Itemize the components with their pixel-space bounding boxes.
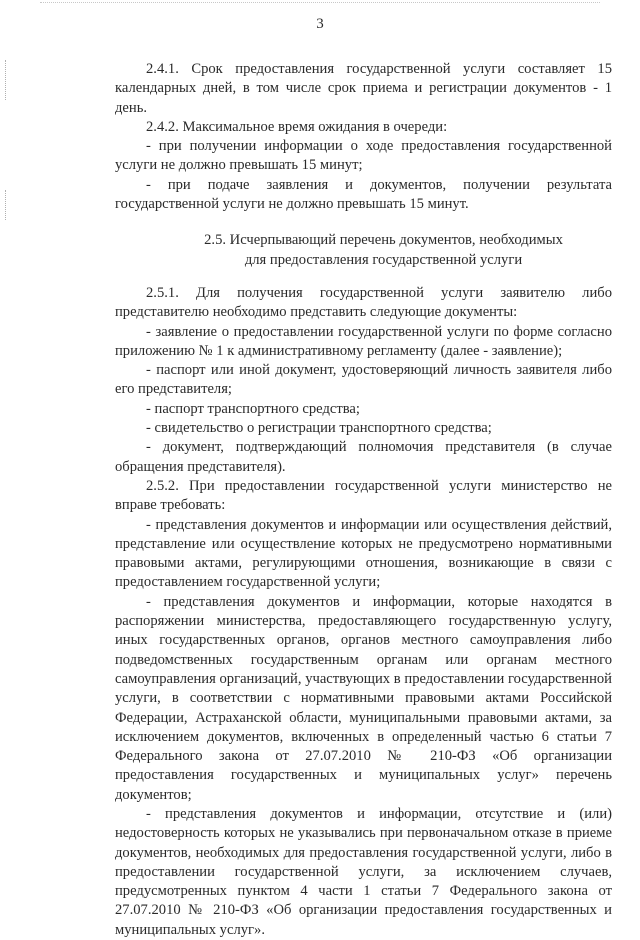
list-item: - паспорт или иной документ, удостоверяющий личность заявителя либо его представителя; (115, 362, 612, 398)
list-item: - представления документов и информации, которые находятся в распоряжении министерства, предоставляющего государственную услугу, иных государственных органов, органов местного самоуправления либо подведомственных государственным органам или органам местного самоуправления организаций, участвующих в предоставлении государственной услуги, в соответствии с нормативными правовыми актами Российской Федерации, Астраханской области, муниципальными правовыми актами, за исключением документов, включенных в определенный частью 6 статьи 7 Федерального закона от 27.07.2010 № 210-ФЗ «Об организации предоставления государственных и муниципальных услуг» перечень документов; (115, 593, 612, 803)
scan-edge-noise (40, 2, 600, 5)
scan-margin-mark (5, 190, 7, 220)
section-heading-line: 2.5. Исчерпывающий перечень документов, необходимых (204, 232, 563, 249)
page-number: 3 (316, 16, 324, 32)
list-item: - представления документов и информации или осуществления действий, представление или осуществление которых не предусмотрено нормативными правовыми актами, регулирующими отношения, возникающие в связи с предоставлением государственной услуги; (115, 516, 612, 591)
section-heading-line: для предоставления государственной услуги (244, 251, 523, 268)
list-item: - представления документов и информации, отсутствие и (или) недостоверность которых не указывались при первоначальном отказе в приеме документов, необходимых для предоставления государственной услуги, либо в предоставлении государственной услуги, за исключением случаев, предусмотренных пунктом 4 части 1 статьи 7 Федерального закона от 27.07.2010 № 210-ФЗ «Об организации предоставления государственных и муниципальных услуг». (115, 805, 612, 938)
list-item: - документ, подтверждающий полномочия представителя (в случае обращения представителя). (115, 439, 612, 475)
list-item: - паспорт транспортного средства; (146, 400, 360, 417)
document-body (115, 60, 612, 940)
list-item: - свидетельство о регистрации транспортного средства; (146, 420, 492, 437)
list-item: - заявление о предоставлении государственной услуги по форме согласно приложению № 1 к административному регламенту (далее - заявление); (115, 323, 612, 359)
list-item: - при получении информации о ходе предоставления государственной услуги не должно превышать 15 минут; (115, 138, 612, 174)
scan-margin-mark (5, 60, 7, 100)
paragraph: 2.5.2. При предоставлении государственной услуги министерство не вправе требовать: (115, 477, 612, 514)
paragraph: 2.5.1. Для получения государственной услуги заявителю либо представителю необходимо представить следующие документы: (115, 284, 612, 321)
section-heading (115, 231, 612, 270)
list-item: - при подаче заявления и документов, получении результата государственной услуги не должно превышать 15 минут. (115, 176, 612, 213)
paragraph: 2.4.2. Максимальное время ожидания в очереди: (146, 118, 448, 135)
paragraph: 2.4.1. Срок предоставления государственной услуги составляет 15 календарных дней, в том числе срок приема и регистрации документов - 1 день. (115, 61, 612, 116)
